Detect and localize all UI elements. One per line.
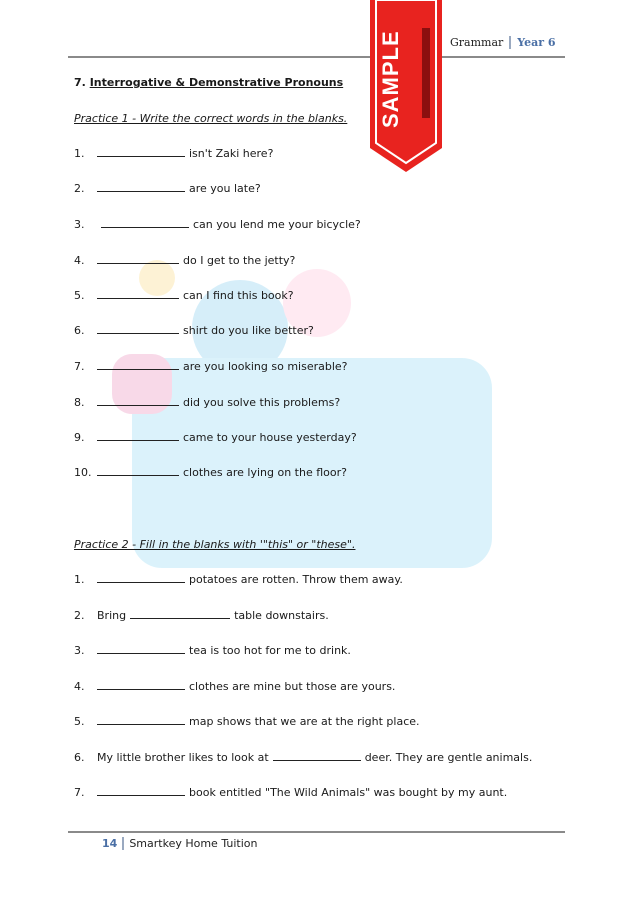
sample-ribbon: [366, 0, 446, 172]
item-text: isn't Zaki here?: [189, 147, 274, 160]
list-item: [74, 786, 507, 799]
answer-blank[interactable]: [97, 289, 179, 299]
sample-label: SAMPLE: [378, 30, 403, 128]
subject-label: Grammar: [450, 36, 511, 49]
answer-blank[interactable]: [97, 396, 179, 406]
footer-rule: [68, 831, 565, 833]
practice-1-heading: Practice 1 - Write the correct words in the blanks.: [74, 112, 348, 125]
list-item: [74, 147, 273, 160]
section-title: [74, 76, 343, 89]
item-text: can I find this book?: [183, 289, 294, 302]
item-text: clothes are lying on the floor?: [183, 466, 347, 479]
item-text: map shows that we are at the right place.: [189, 715, 420, 728]
footer-brand: Smartkey Home Tuition: [129, 837, 258, 850]
item-number: 1.: [74, 573, 85, 586]
answer-blank[interactable]: [97, 360, 179, 370]
answer-blank[interactable]: [97, 680, 185, 690]
answer-blank[interactable]: [97, 147, 185, 157]
item-text: are you looking so miserable?: [183, 360, 348, 373]
list-item: [74, 573, 403, 586]
section-number: 7.: [74, 76, 86, 89]
item-text: shirt do you like better?: [183, 324, 314, 337]
list-item: [74, 254, 295, 267]
list-item: [74, 182, 261, 195]
answer-blank[interactable]: [97, 786, 185, 796]
list-item: [74, 715, 420, 728]
list-item: [74, 466, 347, 479]
item-number: 6.: [74, 324, 85, 337]
answer-blank[interactable]: [97, 254, 179, 264]
list-item: [74, 289, 294, 302]
answer-blank[interactable]: [130, 609, 230, 619]
item-text: do I get to the jetty?: [183, 254, 296, 267]
answer-blank[interactable]: [101, 218, 189, 228]
answer-blank[interactable]: [97, 644, 185, 654]
answer-blank[interactable]: [97, 573, 185, 583]
list-item: [74, 680, 395, 693]
list-item: [74, 360, 348, 373]
answer-blank[interactable]: [273, 751, 361, 761]
answer-blank[interactable]: [97, 715, 185, 725]
answer-blank[interactable]: [97, 182, 185, 192]
item-number: 2.: [74, 182, 85, 195]
item-number: 3.: [74, 218, 85, 231]
item-text: clothes are mine but those are yours.: [189, 680, 396, 693]
practice-2-heading: Practice 2 - Fill in the blanks with '"this" or "these".: [74, 538, 356, 551]
item-number: 8.: [74, 396, 85, 409]
footer: [102, 837, 257, 850]
item-text: did you solve this problems?: [183, 396, 341, 409]
list-item: [74, 644, 351, 657]
list-item: [74, 396, 340, 409]
item-number: 3.: [74, 644, 85, 657]
item-text: deer. They are gentle animals.: [364, 751, 533, 764]
answer-blank[interactable]: [97, 466, 179, 476]
answer-blank[interactable]: [97, 324, 179, 334]
item-text: tea is too hot for me to drink.: [189, 644, 351, 657]
item-number: 10.: [74, 466, 92, 479]
list-item: [74, 218, 361, 231]
item-number: 7.: [74, 786, 85, 799]
section-title-text: Interrogative & Demonstrative Pronouns: [89, 76, 344, 89]
item-prefix-text: My little brother likes to look at: [97, 751, 269, 764]
item-prefix-text: Bring: [97, 609, 127, 622]
year-label: Year 6: [517, 36, 556, 49]
item-number: 5.: [74, 289, 85, 302]
list-item: [74, 609, 329, 622]
list-item: [74, 324, 314, 337]
header-label: [450, 36, 556, 49]
item-number: 5.: [74, 715, 85, 728]
item-number: 7.: [74, 360, 85, 373]
item-number: 6.: [74, 751, 85, 764]
header-rule: [68, 56, 565, 58]
page-number: 14: [102, 837, 124, 850]
item-text: can you lend me your bicycle?: [193, 218, 361, 231]
item-text: potatoes are rotten. Throw them away.: [189, 573, 403, 586]
item-number: 4.: [74, 680, 85, 693]
list-item: [74, 431, 357, 444]
item-number: 2.: [74, 609, 85, 622]
answer-blank[interactable]: [97, 431, 179, 441]
item-number: 9.: [74, 431, 85, 444]
item-text: table downstairs.: [234, 609, 329, 622]
item-number: 4.: [74, 254, 85, 267]
item-text: book entitled "The Wild Animals" was bought by my aunt.: [189, 786, 508, 799]
item-number: 1.: [74, 147, 85, 160]
item-text: came to your house yesterday?: [183, 431, 357, 444]
list-item: [74, 751, 532, 764]
item-text: are you late?: [189, 182, 261, 195]
